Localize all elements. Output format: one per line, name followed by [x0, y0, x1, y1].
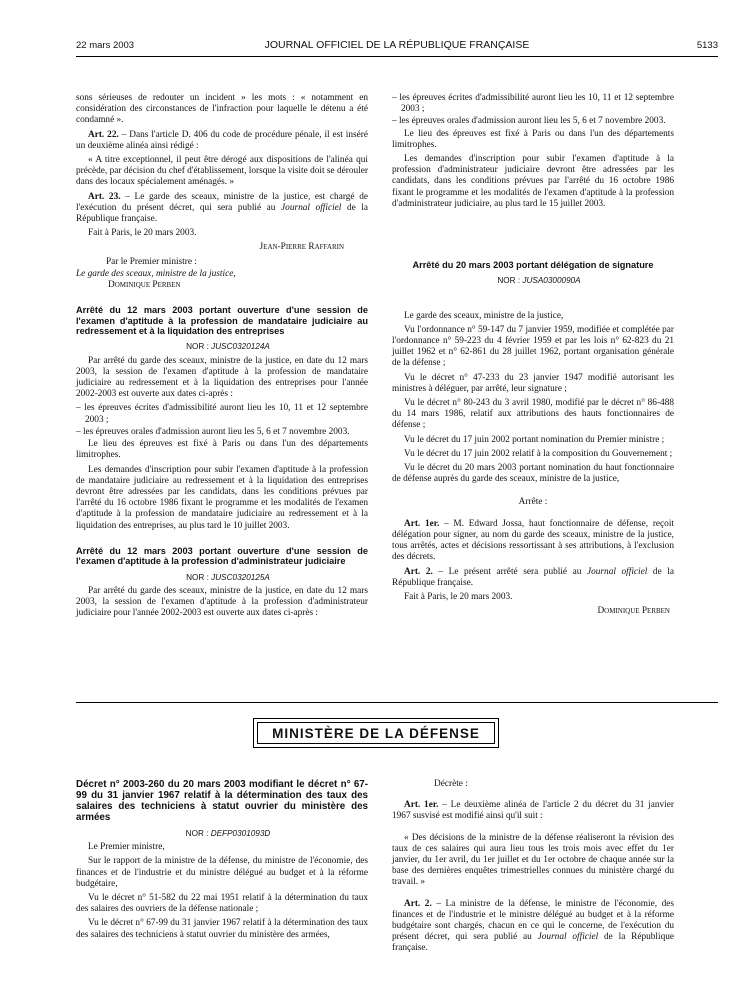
nor-label: NOR :: [185, 829, 211, 838]
nor-reference: [76, 828, 368, 839]
right-column: [392, 93, 674, 620]
nor-label: NOR :: [497, 276, 523, 286]
nor-reference: [76, 572, 368, 583]
visa: Vu le décret du 17 juin 2002 relatif à la composition du Gouvernement ;: [404, 448, 673, 459]
journal-title: JOURNAL OFFICIEL DE LA RÉPUBLIQUE FRANÇAISE: [264, 39, 530, 51]
article-text: de la République française.: [392, 932, 674, 954]
garde-des-sceaux: Le garde des sceaux, ministre de la justice,: [76, 268, 236, 279]
ministry-heading-box: [253, 718, 499, 748]
journal-ref: Journal officiel: [281, 202, 342, 213]
journal-ref: Journal officiel: [587, 566, 648, 577]
decree-left-column: [76, 779, 368, 944]
article-1: [392, 519, 674, 564]
article-2: [392, 899, 674, 955]
paragraph: Les demandes d'inscription pour subir l'examen d'aptitude à la profession de mandataire judiciaire au redressement et à la liquidation des entreprises devront être adressées par les candidats, dans les conditions prévues par l'arrêté du 16 octobre 1986 fixant le programme et les modalités de l'examen d'aptitude à la profession de mandataire judiciaire au redressement et à la liquidation des entreprises, au plus tard le 10 juillet 2003.: [76, 464, 368, 531]
arrete-title: Arrêté du 12 mars 2003 portant ouverture d'une session de l'examen d'aptitude à la profession d'administrateur judiciaire: [76, 545, 368, 567]
visa: Vu l'ordonnance n° 59-147 du 7 janvier 1959, modifiée et complétée par l'ordonnance n° 59-223 du 4 février 1959 et par les lois n° 62-823 du 21 juillet 1962 et n° 62-861 du 28 juillet 1962, portant organisation générale de la défense ;: [392, 324, 674, 369]
left-column: [76, 93, 368, 622]
par-premier-ministre: Par le Premier ministre :: [106, 256, 197, 267]
paragraph: Le lieu des épreuves est fixé à Paris ou dans l'un des départements limitrophes.: [76, 439, 368, 461]
signature: Dominique Perben: [108, 280, 181, 291]
fait-date: Fait à Paris, le 20 mars 2003.: [88, 228, 197, 239]
journal-ref: Journal officiel: [537, 932, 599, 943]
paragraph: sons sérieuses de redouter un incident » les mots : « notamment en considération des circonstances de l'infraction pour laquelle le détenu a été condamné ».: [76, 93, 368, 126]
visa: Vu le décret n° 67-99 du 31 janvier 1967 relatif à la détermination des taux des salaires des techniciens à statut ouvrier du ministère des armées,: [76, 918, 368, 940]
visa: Vu le décret du 20 mars 2003 portant nomination du haut fonctionnaire de défense auprès du garde des sceaux, ministre de la justice,: [392, 463, 674, 485]
list-item: – les épreuves écrites d'admissibilité auront lieu les 10, 11 et 12 septembre 2003 ;: [76, 403, 368, 425]
article-text: – La ministre de la défense, le ministre de l'économie, des finances et de l'industrie et le ministre délégué au budget et à la réforme budgétaire sont chargés, chacun en ce qui le concerne, de l'exécution du présent décret, qui sera publié au: [392, 898, 674, 943]
list-item: – les épreuves orales d'admission auront lieu les 5, 6 et 7 novembre 2003.: [76, 426, 350, 437]
nor-code: JUSA0300090A: [522, 276, 581, 286]
article-label: Art. 23.: [88, 191, 121, 202]
visa: Vu le décret n° 80-243 du 3 avril 1980, modifié par le décret n° 86-488 du 14 mars 1986, relatif aux attributions des hauts fonctionnaires de défense ;: [392, 398, 674, 431]
nor-code: JUSC0320125A: [211, 572, 270, 582]
article-text: – Le présent arrêté sera publié au: [432, 566, 587, 577]
section-divider: [76, 702, 718, 703]
nor-reference: [392, 275, 674, 286]
arrete-label: Arrête :: [518, 497, 548, 508]
article-1: [392, 800, 674, 822]
paragraph: Par arrêté du garde des sceaux, ministre de la justice, en date du 12 mars 2003, la session de l'examen d'aptitude à la profession de mandataire judiciaire au redressement et à la liquidation des entreprises pour l'année 2002-2003 est ouverte aux dates ci-après :: [76, 355, 368, 400]
article-text: – Le garde des sceaux, ministre de la justice, est chargé de l'exécution du présent décret, qui sera publié au: [76, 191, 368, 213]
paragraph: Le lieu des épreuves est fixé à Paris ou dans l'un des départements limitrophes.: [392, 128, 674, 150]
paragraph: Le garde des sceaux, ministre de la justice,: [404, 310, 564, 321]
article-text: de la République française.: [392, 566, 675, 588]
paragraph: Le Premier ministre,: [88, 842, 165, 853]
nor-reference: [76, 341, 368, 352]
quote: « Des décisions de la ministre de la défense réaliseront la révision des taux de ces salaires qui aura lieu tous les trois mois avec effet du 1er janvier, du 1er avril, du 1er juillet et du 1er octobre de chaque année sur la base des dernières enquêtes trimestrielles connues du ministère chargé du travail. »: [392, 832, 674, 888]
header-date: 22 mars 2003: [76, 40, 135, 51]
signature: Dominique Perben: [597, 606, 670, 617]
signature: Jean-Pierre Raffarin: [259, 242, 344, 253]
paragraph: Les demandes d'inscription pour subir l'examen d'aptitude à la profession d'administrateur judiciaire devront être adressées par les candidats, dans les conditions prévues par l'arrêté du 16 octobre 1986 fixant le programme et les modalités de l'examen d'aptitude à la profession d'administrateur judiciaire, au plus tard le 15 juillet 2003.: [392, 154, 674, 209]
paragraph: Sur le rapport de la ministre de la défense, du ministre de l'économie, des finances et de l'industrie et du ministre délégué au budget et à la réforme budgétaire,: [76, 856, 368, 889]
decrete-label: Décrète :: [434, 779, 468, 789]
arrete-title: Arrêté du 12 mars 2003 portant ouverture d'une session de l'examen d'aptitude à la profession de mandataire judiciaire au redressement et à la liquidation des entreprises: [76, 305, 368, 337]
visa: Vu le décret n° 51-582 du 22 mai 1951 relatif à la détermination du taux des salaires des ouvriers de la défense nationale ;: [76, 893, 368, 915]
article-2: [392, 567, 674, 589]
article-label: Art. 1er.: [404, 800, 439, 811]
page-number: 5133: [696, 40, 718, 51]
list-item: – les épreuves orales d'admission auront lieu les 5, 6 et 7 novembre 2003.: [392, 116, 666, 127]
nor-label: NOR :: [186, 342, 212, 352]
article-text: – Le deuxième alinéa de l'article 2 du décret du 31 janvier 1967 susvisé est modifié ainsi qu'il suit :: [392, 800, 674, 822]
article-label: Art. 2.: [404, 566, 433, 577]
page-header: [76, 38, 718, 57]
fait-date: Fait à Paris, le 20 mars 2003.: [404, 591, 513, 602]
nor-code: JUSC0320124A: [211, 342, 270, 352]
decree-right-column: [392, 779, 674, 958]
visa: Vu le décret n° 47-233 du 23 janvier 1947 modifié autorisant les ministres à déléguer, par arrêté, leur signature ;: [392, 372, 674, 394]
article-label: Art. 22.: [88, 129, 119, 140]
article-label: Art. 1er.: [404, 518, 440, 529]
list-item: – les épreuves écrites d'admissibilité auront lieu les 10, 11 et 12 septembre 2003 ;: [392, 93, 674, 115]
arrete-title: Arrêté du 20 mars 2003 portant délégation de signature: [412, 260, 654, 271]
nor-label: NOR :: [186, 572, 212, 582]
article-text: de la République française.: [76, 202, 369, 225]
article-22: [76, 130, 368, 152]
article-23: [76, 192, 368, 226]
decree-title: Décret n° 2003-260 du 20 mars 2003 modifiant le décret n° 67-99 du 31 janvier 1967 relatif à la détermination des taux des salaires des techniciens à statut ouvrier du ministère des armées: [76, 779, 368, 823]
article-text: – Dans l'article D. 406 du code de procédure pénale, il est inséré un deuxième alinéa ainsi rédigé :: [76, 129, 368, 151]
visa: Vu le décret du 17 juin 2002 portant nomination du Premier ministre ;: [404, 434, 665, 445]
ministry-heading: MINISTÈRE DE LA DÉFENSE: [257, 722, 495, 744]
article-text: – M. Edward Jossa, haut fonctionnaire de défense, reçoit délégation pour signer, au nom du garde des sceaux, ministre de la justice, tous arrêtés, actes et décisions ressortissant à ses attributions, à l'exclusion des décrets.: [392, 518, 674, 563]
quote: « A titre exceptionnel, il peut être dérogé aux dispositions de l'alinéa qui précède, par décision du chef d'établissement, lorsque la visite doit se dérouler dans des locaux spécialement aménagés. »: [76, 155, 368, 188]
article-label: Art. 2.: [404, 898, 432, 909]
nor-code: DEFP0301093D: [210, 829, 271, 838]
paragraph: Par arrêté du garde des sceaux, ministre de la justice, en date du 12 mars 2003, la session de l'examen d'aptitude à la profession d'administrateur judiciaire pour l'année 2002-2003 est ouverte aux dates ci-après :: [76, 585, 368, 619]
